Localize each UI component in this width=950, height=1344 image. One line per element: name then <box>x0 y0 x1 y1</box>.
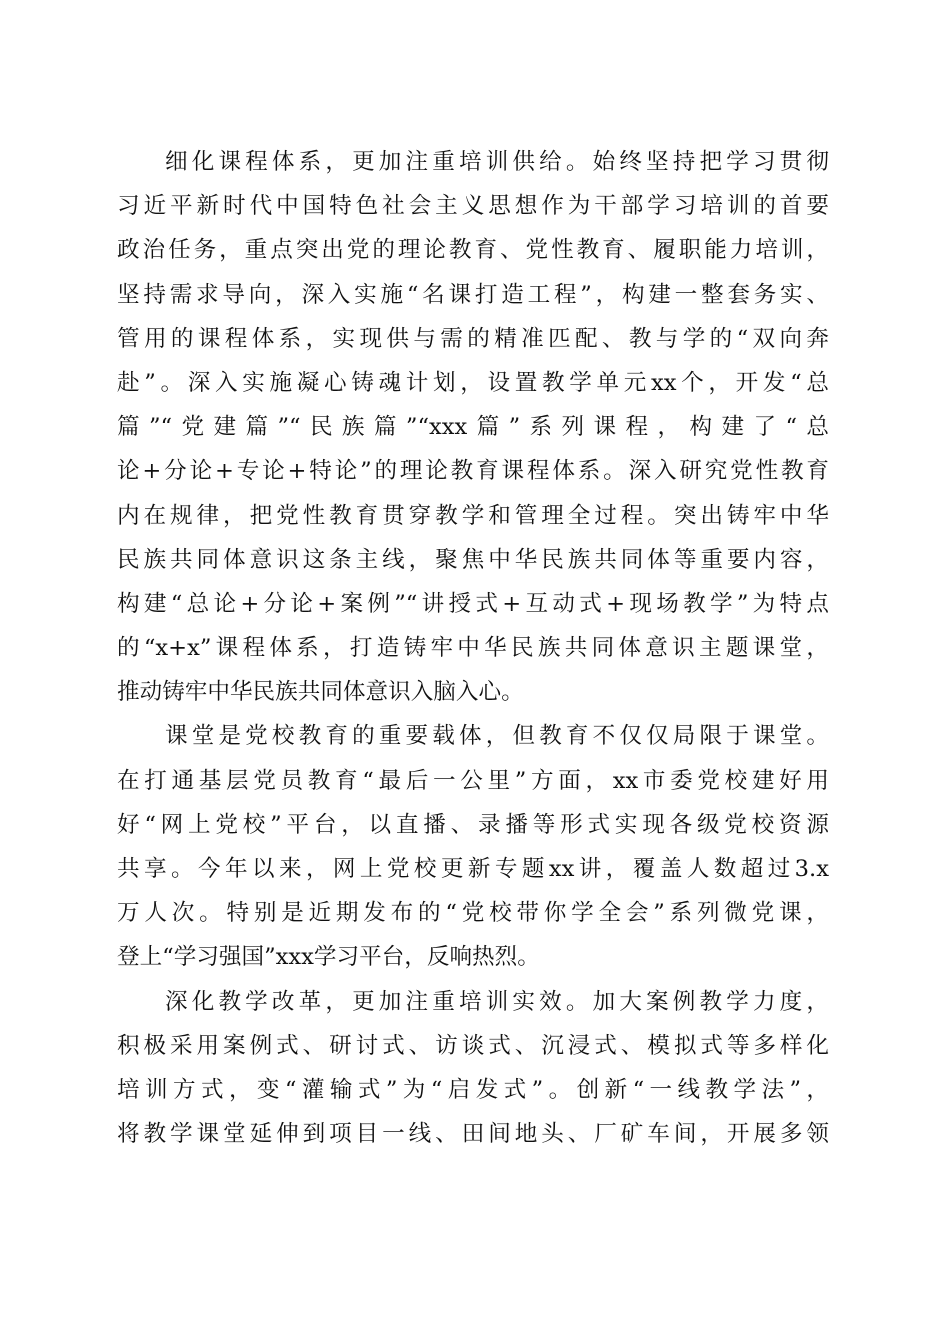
text-line: 赴”。深入实施凝心铸魂计划，设置教学单元xx个，开发“总 <box>117 369 829 396</box>
text-line: 论+分论+专论+特论”的理论教育课程体系。深入研究党性教育 <box>117 458 829 485</box>
text-line: 细化课程体系，更加注重培训供给。始终坚持把学习贯彻 <box>165 149 829 175</box>
text-line: 将教学课堂延伸到项目一线、田间地头、厂矿车间，开展多领 <box>117 1121 829 1148</box>
text-line: 内在规律，把党性教育贯穿教学和管理全过程。突出铸牢中华 <box>117 502 829 529</box>
text-line: 政治任务，重点突出党的理论教育、党性教育、履职能力培训， <box>117 237 829 264</box>
text-line: 坚持需求导向，深入实施“名课打造工程”，构建一整套务实、 <box>117 281 829 308</box>
text-line: 的“x+x”课程体系，打造铸牢中华民族共同体意识主题课堂， <box>117 635 829 662</box>
text-line: 推动铸牢中华民族共同体意识入脑入心。 <box>117 679 524 706</box>
document-body <box>117 140 829 1156</box>
text-line: 万人次。特别是近期发布的“党校带你学全会”系列微党课， <box>117 900 829 927</box>
text-line: 培训方式，变“灌输式”为“启发式”。创新“一线教学法”， <box>117 1076 829 1103</box>
paragraph-online-party-school <box>117 714 829 979</box>
text-line: 共享。今年以来，网上党校更新专题xx讲，覆盖人数超过3.x <box>117 856 829 882</box>
paragraph-curriculum-system <box>117 140 829 714</box>
text-line: 在打通基层党员教育“最后一公里”方面，xx市委党校建好用 <box>117 767 829 794</box>
text-line: 积极采用案例式、研讨式、访谈式、沉浸式、模拟式等多样化 <box>117 1032 829 1059</box>
text-line: 好“网上党校”平台，以直播、录播等形式实现各级党校资源 <box>117 811 829 838</box>
text-line: 篇”“党建篇”“民族篇”“xxx篇”系列课程，构建了“总 <box>117 414 829 441</box>
text-line: 课堂是党校教育的重要载体，但教育不仅仅局限于课堂。 <box>165 723 829 750</box>
text-line: 登上“学习强国”xxx学习平台，反响热烈。 <box>117 944 540 971</box>
text-line: 民族共同体意识这条主线，聚焦中华民族共同体等重要内容， <box>117 546 829 573</box>
text-line: 深化教学改革，更加注重培训实效。加大案例教学力度， <box>165 988 829 1015</box>
text-line: 习近平新时代中国特色社会主义思想作为干部学习培训的首要 <box>117 193 829 220</box>
text-line: 构建“总论+分论+案例”“讲授式+互动式+现场教学”为特点 <box>117 590 829 617</box>
text-line: 管用的课程体系，实现供与需的精准匹配、教与学的“双向奔 <box>117 325 829 352</box>
paragraph-teaching-reform <box>117 980 829 1157</box>
